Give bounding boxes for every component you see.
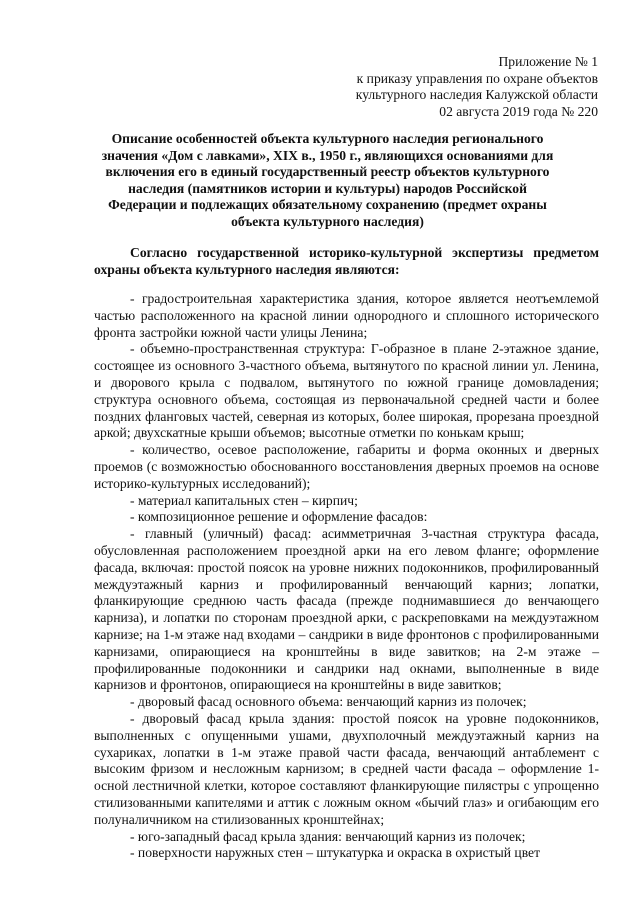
list-item: - юго-западный фасад крыла здания: венчающий карниз из полочек; (130, 828, 526, 844)
list-item: - главный (уличный) фасад: асимметричная 3-частная структура фасада, обусловленная расположением проездной арки на его левом фланге; оформление фасада, включая: простой поясок на уровне нижних подоконников, профилированный междуэтажный карниз и профилированный венчающий карниз; лопатки, фланкирующие среднюю часть фасада (прежде поднимавшиеся до венчающего карниза), и лопатки по сторонам проездной арки, с раскреповками на междуэтажном карнизе; на 1-м этаже над входами – сандрики в виде фронтонов с профилированными карнизами, опирающиеся на кронштейны в виде завитков; на 2-м этаже – профилированные подоконники и сандрики над окнами, выполненные в виде карнизов и фронтонов, опирающиеся на кронштейны в виде завитков; (94, 526, 599, 693)
list-item: - материал капитальных стен – кирпич; (130, 492, 358, 508)
list-item: - объемно-пространственная структура: Г-образное в плане 2-этажное здание, состоящее из основного 3-частного объема, вытянутого по красной линии ул. Ленина, и дворового крыла с подвалом, вытянутого по южной границе домовладения; структура основного объема, состоящая из первоначальной средней части и более поздних фланговых частей, северная из которых, более широкая, прорезана проездной аркой; двухскатные крыши объемов; высотные отметки по конькам крыш; (94, 341, 599, 441)
intro-paragraph: Согласно государственной историко-культурной экспертизы предметом охраны объекта культурного наследия являются: (94, 245, 599, 277)
appendix-order-line: к приказу управления по охране объектов (356, 70, 598, 86)
list-item: - градостроительная характеристика здания, которое является неотъемлемой частью расположенного на красной линии однородного и сплошного исторического фронта застройки южной части улицы Ленина; (94, 291, 599, 340)
list-item: - композиционное решение и оформление фасадов: (130, 509, 428, 525)
protection-items-list (94, 291, 599, 862)
appendix-number: Приложение № 1 (498, 54, 598, 69)
appendix-header (298, 54, 598, 120)
list-item: - дворовый фасад основного объема: венчающий карниз из полочек; (130, 694, 527, 710)
list-item: - количество, осевое расположение, габариты и форма оконных и дверных проемов (с возможностью обоснованного восстановления дверных проемов на основе историко-культурных исследований); (94, 442, 599, 491)
appendix-date-line: 02 августа 2019 года № 220 (439, 103, 598, 119)
list-item: - поверхности наружных стен – штукатурка и окраска в охристый цвет (130, 845, 541, 861)
list-item: - дворовый фасад крыла здания: простой поясок на уровне подоконников, выполненных с опущенными ушами, двухполочный междуэтажный карниз на сухариках, лопатки в 1-м этаже правой части фасада, венчающий антаблемент с высоким фризом и несложным карнизом; в средней части фасада – оформление 1-осной лестничной клетки, которое составляют фланкирующие пилястры с упрощенно стилизованными капителями и аттик с ложным окном «бычий глаз» и огибающим его полуналичником на стилизованных кронштейнах; (94, 710, 599, 827)
document-title: Описание особенностей объекта культурного наследия регионального значения «Дом с лавками», XIX в., 1950 г., являющихся основаниями для включения его в единый государственный реестр объектов культурного наследия (памятников истории и культуры) народов Российской Федерации и подлежащих обязательному сохранению (предмет охраны объекта культурного наследия) (101, 131, 554, 229)
appendix-authority-line: культурного наследия Калужской области (355, 87, 598, 102)
